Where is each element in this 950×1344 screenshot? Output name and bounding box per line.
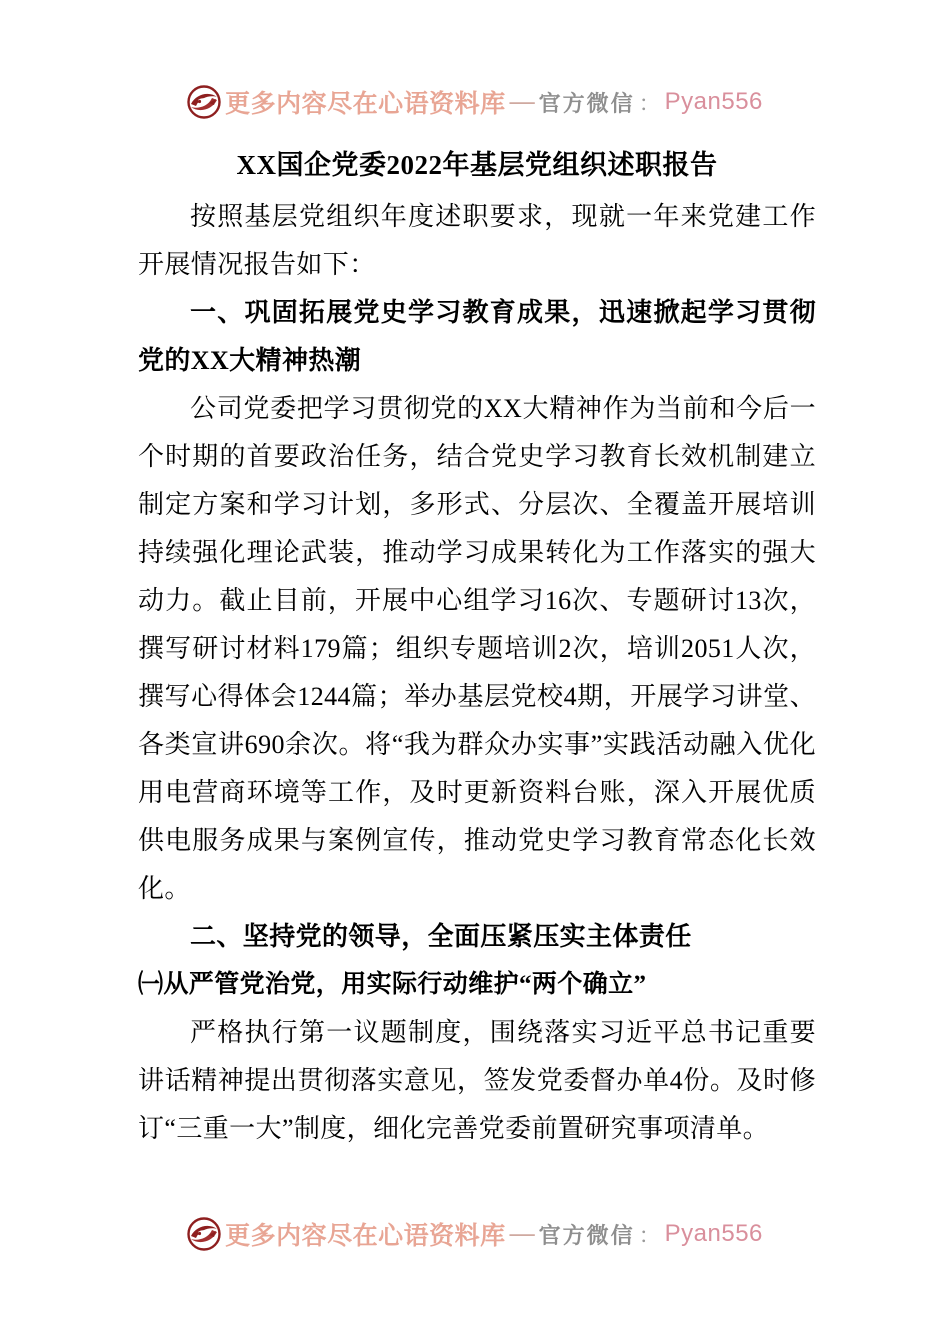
watermark-colon: ： <box>638 1222 661 1248</box>
section-two-body: 严格执行第一议题制度，围绕落实习近平总书记重要讲话精神提出贯彻落实意见，签发党委督办单4份。及时修订“三重一大”制度，细化完善党委前置研究事项清单。 <box>138 1018 816 1143</box>
watermark-colon: ： <box>638 90 661 116</box>
intro-paragraph: 按照基层党组织年度述职要求，现就一年来党建工作开展情况报告如下： <box>138 202 816 279</box>
watermark-separator: — <box>509 88 535 115</box>
swirl-fish-logo-icon <box>187 1217 221 1251</box>
watermark-main-text: 更多内容尽在心语资料库 <box>225 1223 506 1250</box>
section-two-subheading: ㈠从严管党治党，用实际行动维护“两个确立” <box>138 971 647 998</box>
watermark-separator: — <box>509 1220 535 1247</box>
header-watermark <box>0 84 950 120</box>
document-body <box>138 143 816 1153</box>
watermark-wechat-handle: Pyan556 <box>664 1220 763 1247</box>
watermark-label: 官方微信 <box>538 90 635 116</box>
section-one-heading: 一、巩固拓展党史学习教育成果，迅速掀起学习贯彻党的XX大精神热潮 <box>138 298 816 375</box>
watermark-main-text: 更多内容尽在心语资料库 <box>225 91 506 118</box>
footer-watermark <box>0 1216 950 1252</box>
watermark-label: 官方微信 <box>538 1222 635 1248</box>
section-two-heading: 二、坚持党的领导，全面压紧压实主体责任 <box>190 922 692 951</box>
section-one-body: 公司党委把学习贯彻党的XX大精神作为当前和今后一个时期的首要政治任务，结合党史学习教育长效机制建立制定方案和学习计划，多形式、分层次、全覆盖开展培训持续强化理论武装，推动学习成果转化为工作落实的强大动力。截止目前，开展中心组学习16次、专题研讨13次，撰写研讨材料179篇；组织专题培训2次，培训2051人次，撰写心得体会1244篇；举办基层党校4期，开展学习讲堂、各类宣讲690余次。将“我为群众办实事”实践活动融入优化用电营商环境等工作，及时更新资料台账，深入开展优质供电服务成果与案例宣传，推动党史学习教育常态化长效化。 <box>138 394 816 903</box>
swirl-fish-logo-icon <box>187 85 221 119</box>
page-title: XX国企党委2022年基层党组织述职报告 <box>236 150 718 180</box>
watermark-wechat-handle: Pyan556 <box>664 88 763 115</box>
